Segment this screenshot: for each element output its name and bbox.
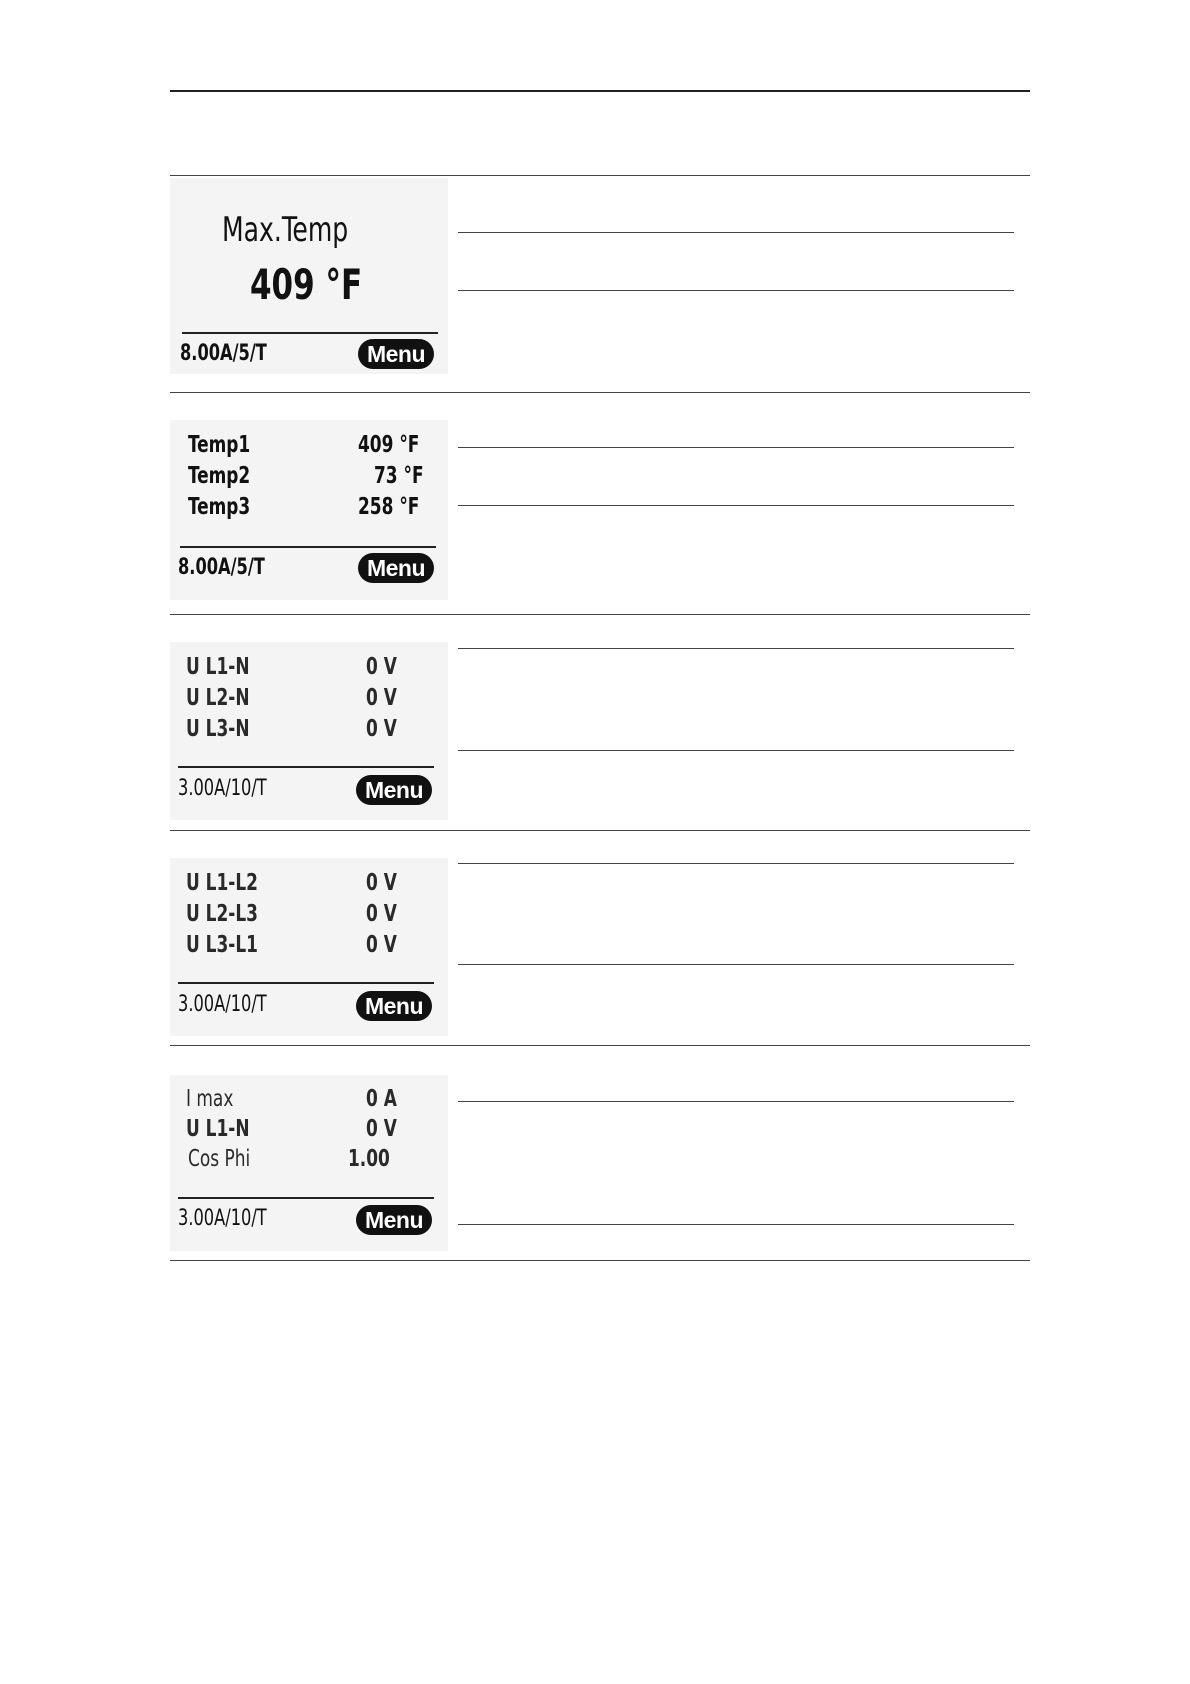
screen-separator xyxy=(178,1197,434,1199)
row-label: U L2-L3 xyxy=(186,901,258,927)
menu-button[interactable]: Menu xyxy=(358,339,434,369)
device-screen-max-temp xyxy=(170,178,448,374)
screen-title: Max.Temp xyxy=(222,210,349,250)
row-label: Temp1 xyxy=(188,432,251,458)
status-text: 3.00A/10/T xyxy=(178,776,267,801)
row-label: Temp3 xyxy=(188,494,251,520)
row-value: 0 A xyxy=(366,1086,397,1112)
status-text: 8.00A/5/T xyxy=(180,341,267,366)
screen-value: 409 °F xyxy=(250,260,363,309)
table-top-rule xyxy=(170,175,1030,176)
screen-separator xyxy=(182,332,438,334)
desc-line xyxy=(458,290,1014,291)
menu-button[interactable]: Menu xyxy=(358,553,434,583)
desc-line xyxy=(458,750,1014,751)
desc-line xyxy=(458,505,1014,506)
screen-separator xyxy=(180,546,436,548)
row-value: 409 °F xyxy=(358,432,420,458)
desc-line xyxy=(458,232,1014,233)
desc-line xyxy=(458,863,1014,864)
menu-button[interactable]: Menu xyxy=(356,991,432,1021)
status-text: 8.00A/5/T xyxy=(178,555,265,580)
device-screen-temps xyxy=(170,420,448,600)
table-bottom-rule xyxy=(170,1260,1030,1261)
row-divider-3 xyxy=(170,830,1030,831)
desc-line xyxy=(458,447,1014,448)
device-screen-phase-neutral xyxy=(170,642,448,820)
row-divider-1 xyxy=(170,392,1030,393)
row-label: U L1-N xyxy=(186,654,250,680)
row-label: I max xyxy=(186,1086,234,1112)
row-value: 0 V xyxy=(366,1116,397,1142)
row-label: Cos Phi xyxy=(188,1146,251,1172)
screen-separator xyxy=(178,766,434,768)
row-value: 0 V xyxy=(366,870,397,896)
row-value: 0 V xyxy=(366,901,397,927)
row-value: 0 V xyxy=(366,716,397,742)
header-rule xyxy=(170,90,1030,92)
menu-button[interactable]: Menu xyxy=(356,775,432,805)
status-text: 3.00A/10/T xyxy=(178,992,267,1017)
row-divider-4 xyxy=(170,1045,1030,1046)
desc-line xyxy=(458,1101,1014,1102)
row-label: Temp2 xyxy=(188,463,251,489)
row-value: 1.00 xyxy=(348,1146,390,1172)
row-value: 0 V xyxy=(366,654,397,680)
desc-line xyxy=(458,648,1014,649)
row-label: U L2-N xyxy=(186,685,250,711)
row-divider-2 xyxy=(170,614,1030,615)
row-label: U L1-N xyxy=(186,1116,250,1142)
row-label: U L3-L1 xyxy=(186,932,258,958)
menu-button[interactable]: Menu xyxy=(356,1205,432,1235)
device-screen-phase-phase xyxy=(170,858,448,1036)
status-text: 3.00A/10/T xyxy=(178,1206,267,1231)
device-screen-current-power xyxy=(170,1075,448,1251)
row-value: 258 °F xyxy=(358,494,420,520)
row-label: U L3-N xyxy=(186,716,250,742)
row-label: U L1-L2 xyxy=(186,870,258,896)
screen-separator xyxy=(178,982,434,984)
desc-line xyxy=(458,964,1014,965)
row-value: 73 °F xyxy=(374,463,424,489)
row-value: 0 V xyxy=(366,685,397,711)
desc-line xyxy=(458,1224,1014,1225)
row-value: 0 V xyxy=(366,932,397,958)
